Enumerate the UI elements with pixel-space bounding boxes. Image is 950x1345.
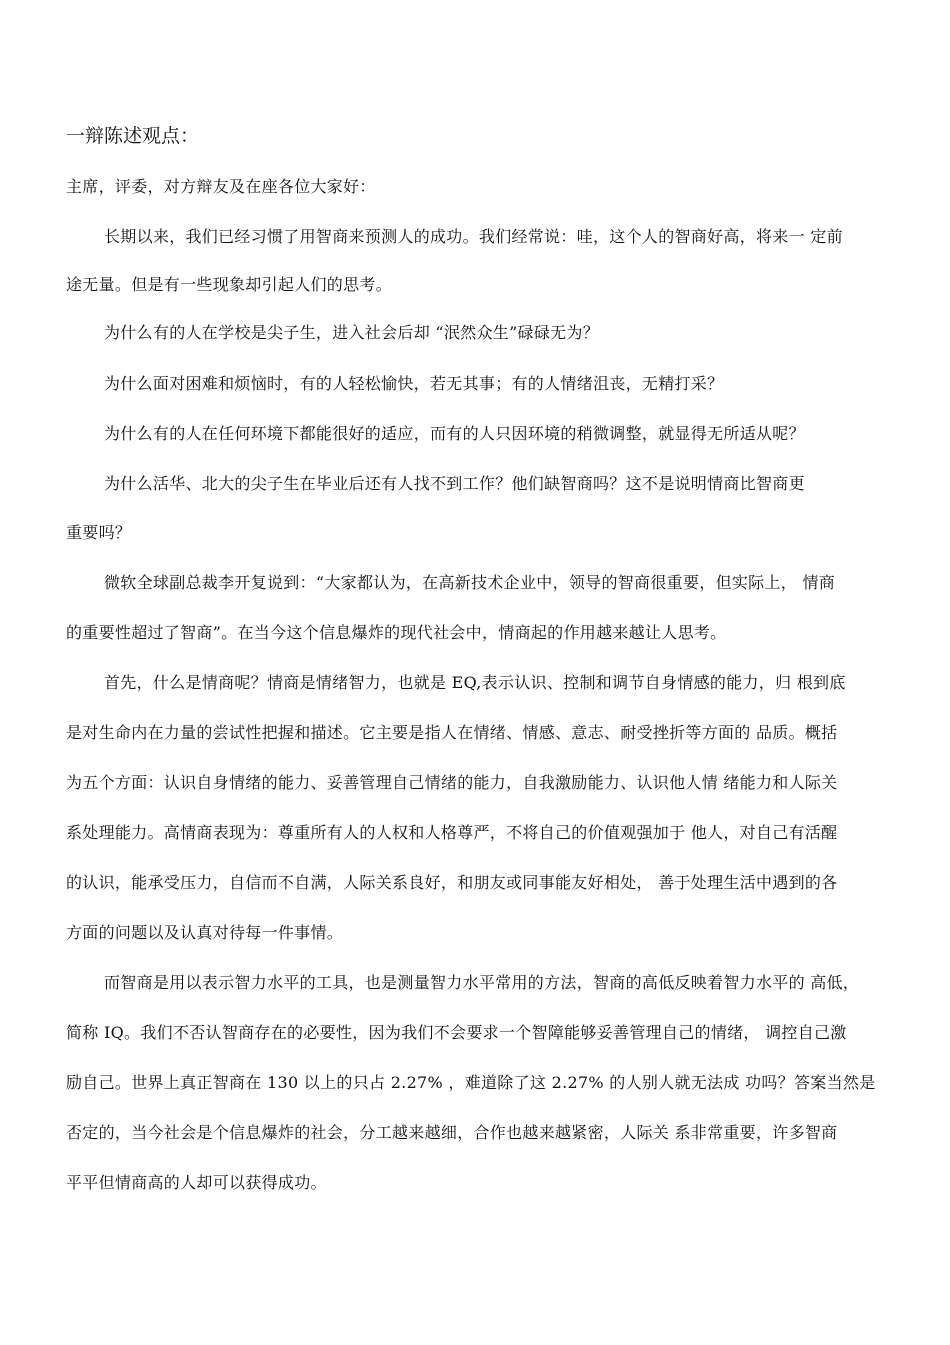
- paragraph-line: 励自己。世界上真正智商在 130 以上的只占 2.27% ，难道除了这 2.27% 的人别人就无法成 功吗？答案当然是: [66, 1073, 876, 1092]
- paragraph-line: 的重要性超过了智商”。在当今这个信息爆炸的现代社会中，情商起的作用越来越让人思考。: [66, 623, 727, 642]
- paragraph-line: 方面的问题以及认真对待每一件事情。: [66, 923, 344, 942]
- paragraph-line: 微软全球副总裁李开复说到：“大家都认为，在高新技术企业中，领导的智商很重要，但实际上， 情商: [104, 573, 836, 592]
- paragraph-line: 的认识，能承受压力，自信而不自满，人际关系良好，和朋友或同事能友好相处， 善于处理生活中遇到的各: [66, 873, 838, 892]
- paragraph-line: 首先，什么是情商呢？情商是情绪智力，也就是 EQ,表示认识、控制和调节自身情感的能力，归 根到底: [104, 673, 846, 692]
- paragraph-line: 为什么有的人在任何环境下都能很好的适应，而有的人只因环境的稍微调整，就显得无所适从呢？: [104, 424, 805, 443]
- paragraph-line: 为什么活华、北大的尖子生在毕业后还有人找不到工作？他们缺智商吗？这不是说明情商比智商更: [104, 474, 805, 493]
- paragraph-line: 简称 IQ。我们不否认智商存在的必要性，因为我们不会要求一个智障能够妥善管理自己的情绪， 调控自己激: [66, 1023, 847, 1042]
- paragraph-line: 为五个方面：认识自身情绪的能力、妥善管理自己情绪的能力，自我激励能力、认识他人情 绪能力和人际关: [66, 773, 838, 792]
- paragraph-line: 途无量。但是有一些现象却引起人们的思考。: [66, 275, 393, 294]
- paragraph-line: 为什么面对困难和烦恼时，有的人轻松愉快，若无其事；有的人情绪沮丧，无精打采？: [104, 374, 724, 393]
- paragraph-line: 否定的，当今社会是个信息爆炸的社会，分工越来越细，合作也越来越紧密，人际关 系非常重要，许多智商: [66, 1123, 838, 1142]
- paragraph-line: 为什么有的人在学校是尖子生，进入社会后却 “泯然众生”碌碌无为？: [104, 323, 600, 342]
- paragraph-line: 系处理能力。高情商表现为：尊重所有人的人权和人格尊严，不将自己的价值观强加于 他人，对自己有活醒: [66, 823, 838, 842]
- paragraph-line: 长期以来，我们已经习惯了用智商来预测人的成功。我们经常说：哇，这个人的智商好高，将来一 定前: [104, 227, 843, 246]
- greeting-line: 主席，评委，对方辩友及在座各位大家好：: [66, 177, 376, 196]
- paragraph-line: 是对生命内在力量的尝试性把握和描述。它主要是指人在情绪、情感、意志、耐受挫折等方面的 品质。概括: [66, 723, 838, 742]
- paragraph-line: 平平但情商高的人却可以获得成功。: [66, 1173, 327, 1192]
- paragraph-line: 而智商是用以表示智力水平的工具，也是测量智力水平常用的方法，智商的高低反映着智力水平的 高低，: [104, 973, 860, 992]
- section-heading: 一辩陈述观点：: [66, 125, 200, 147]
- paragraph-line: 重要吗？: [66, 523, 132, 542]
